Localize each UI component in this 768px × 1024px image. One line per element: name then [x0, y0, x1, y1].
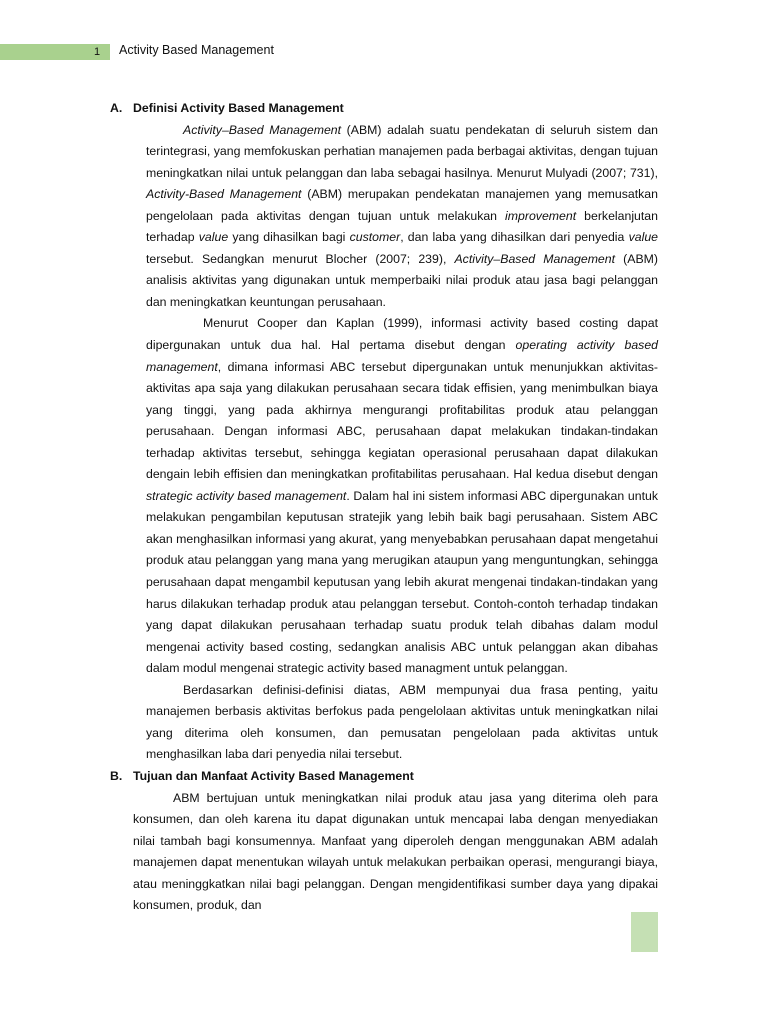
- section-a-letter: A.: [110, 101, 123, 115]
- page-number: 1: [93, 46, 101, 58]
- text-run: , dan laba yang dihasilkan dari penyedia: [400, 230, 629, 245]
- text-run: (ABM) analisis aktivitas yang digunakan untuk memperbaiki nilai produk atau jasa bagi pelanggan dan meningkatkan keuntungan perusahaan.: [146, 251, 658, 309]
- section-a-paragraph-1: [146, 120, 658, 314]
- text-run: operating activity based management: [146, 338, 658, 374]
- footer-accent-block: [631, 912, 658, 952]
- section-b-heading: [110, 766, 658, 788]
- section-a-body: [146, 120, 658, 766]
- text-run: improvement: [505, 208, 577, 223]
- text-run: value: [198, 230, 229, 245]
- text-run: (ABM) adalah suatu pendekatan di seluruh sistem dan terintegrasi, yang memfokuskan perhatian manajemen pada berbagai aktivitas, dengan tujuan meningkatkan nilai untuk pelanggan dan laba sebagai hasilnya. Menurut Mulyadi (2007; 731),: [146, 122, 659, 180]
- section-a-heading: [110, 98, 658, 120]
- header-title: Activity Based Management: [119, 43, 274, 57]
- section-a-title: Definisi Activity Based Management: [133, 101, 344, 115]
- text-run: customer: [349, 230, 401, 245]
- text-run: (ABM) merupakan pendekatan manajemen yang memusatkan pengelolaan pada aktivitas dengan tujuan untuk melakukan: [146, 187, 658, 223]
- section-a-paragraph-3: Berdasarkan definisi-definisi diatas, ABM mempunyai dua frasa penting, yaitu manajemen berbasis aktivitas berfokus pada pengelolaan aktivitas untuk meningkatkan nilai yang diterima oleh konsumen, dan pemusatan pengelolaan pada aktivitas untuk menghasilkan laba dari penyedia nilai tersebut.: [146, 682, 658, 762]
- section-b-body: [133, 788, 658, 917]
- text-run: value: [628, 230, 658, 245]
- text-run: tersebut. Sedangkan menurut Blocher (2007; 239),: [146, 251, 455, 266]
- text-run: Activity–Based Management: [454, 251, 616, 266]
- section-b-title: Tujuan dan Manfaat Activity Based Management: [133, 768, 414, 783]
- text-run: yang dihasilkan bagi: [228, 230, 350, 245]
- text-run: , dimana informasi ABC tersebut dipergunakan untuk menunjukkan aktivitas-aktivitas apa saja yang dilakukan perusahaan secara tidak effisien, yang menimbulkan biaya yang tinggi, yang pada akhirnya mengurangi profitabilitas produk atau pelanggan perusahaan. Dengan informasi ABC, perusahaan dapat melakukan tindakan-tindakan terhadap aktivitas tersebut, sehingga kegiatan operasional perusahaan dapat dilakukan dengain lebih effisien dan meningkatkan profitabilitas perusahaan. Hal kedua disebut dengan: [146, 359, 658, 482]
- text-run: Activity-Based Management: [146, 187, 302, 202]
- text-run: . Dalam hal ini sistem informasi ABC dipergunakan untuk melakukan pengambilan keputusan stratejik yang lebih baik bagi perusahaan. Sistem ABC akan menghasilkan informasi yang akurat, yang menyebabkan perusahaan dapat mengetahui produk atau pelanggan yang mana yang merugikan ataupun yang menguntungkan, sehingga perusahaan dapat mengambil keputusan yang lebih akurat mengenai tindakan-tindakan yang harus dilakukan terhadap produk atau pelanggan tersebut. Contoh-contoh terhadap tindakan yang dapat dilakukan perusahaan terhadap suatu produk telah dibahas dalam modul mengenai activity based costing, sedangkan analisis ABC untuk pelanggan akan dibahas dalam modul mengenai strategic activity based managment untuk pelanggan.: [146, 488, 658, 676]
- document-body: [110, 98, 658, 917]
- section-b-letter: B.: [110, 768, 123, 783]
- text-run: berkelanjutan terhadap: [146, 208, 658, 245]
- text-run: strategic activity based management: [146, 488, 347, 503]
- text-run: Menurut Cooper dan Kaplan (1999), informasi activity based costing dapat dipergunakan untuk dua hal. Hal pertama disebut dengan: [146, 316, 658, 353]
- text-run: Activity–Based Management: [183, 122, 342, 137]
- section-b-paragraph-1: ABM bertujuan untuk meningkatkan nilai produk atau jasa yang diterima oleh para konsumen, dan oleh karena itu dapat digunakan untuk mencapai laba dengan menyediakan nilai tambah bagi konsumennya. Manfaat yang diperoleh dengan menggunakan ABM adalah manajemen dapat menentukan wilayah untuk melakukan perbaikan operasi, mengurangi biaya, atau meninggkatkan nilai bagi pelanggan. Dengan mengidentifikasi sumber daya yang dipakai konsumen, produk, dan: [133, 790, 658, 913]
- section-a-paragraph-2: [146, 313, 658, 679]
